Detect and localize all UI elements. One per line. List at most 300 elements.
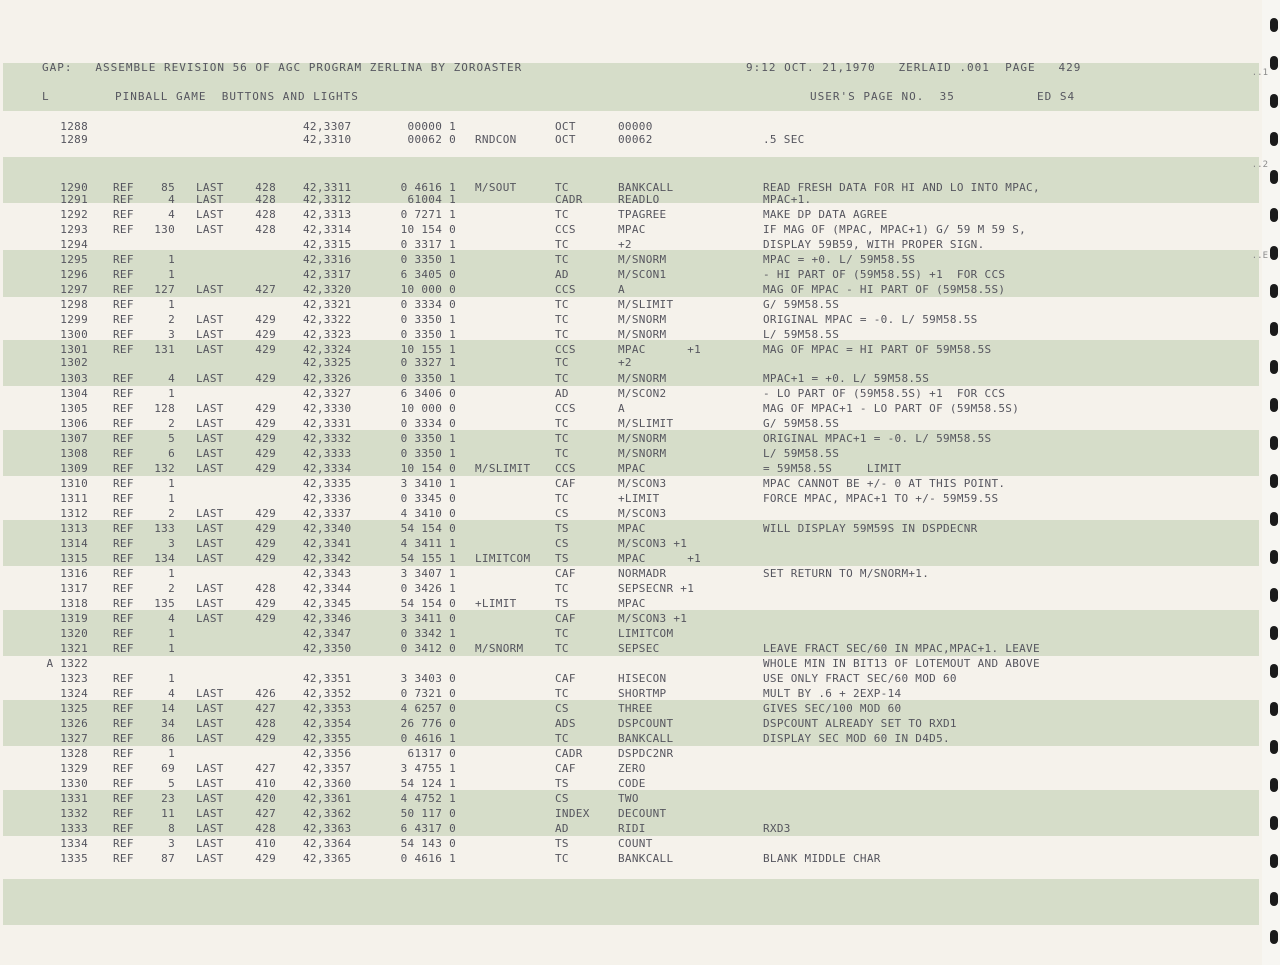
line-number: 1331	[60, 792, 88, 805]
ref-count: 1	[168, 567, 175, 580]
header-section-title: PINBALL GAME BUTTONS AND LIGHTS	[115, 90, 359, 103]
operand: M/SCON2	[618, 387, 667, 400]
last-page: 428	[255, 193, 276, 206]
opcode: TC	[555, 417, 569, 430]
line-number: 1317	[60, 582, 88, 595]
opcode: AD	[555, 822, 569, 835]
octal-word: 54 154 0	[400, 597, 456, 610]
ref-count: 128	[154, 402, 175, 415]
ref-count: 133	[154, 522, 175, 535]
last-page: 427	[255, 807, 276, 820]
ref-label: REF	[113, 462, 134, 475]
operand: SHORTMP	[618, 687, 667, 700]
listing-row	[0, 372, 1260, 386]
address: 42,3363	[303, 822, 352, 835]
line-number: 1302	[60, 356, 88, 369]
listing-row	[0, 268, 1260, 282]
ref-count: 86	[161, 732, 175, 745]
operand: BANKCALL	[618, 852, 674, 865]
opcode: CCS	[555, 283, 576, 296]
listing-row	[0, 732, 1260, 746]
feed-hole	[1270, 816, 1278, 830]
last-page: 427	[255, 702, 276, 715]
ref-count: 8	[168, 822, 175, 835]
operand: RIDI	[618, 822, 646, 835]
feed-hole	[1270, 512, 1278, 526]
octal-word: 0 3327 1	[400, 356, 456, 369]
last-label: LAST	[196, 181, 224, 194]
last-label: LAST	[196, 208, 224, 221]
octal-word: 54 155 1	[400, 552, 456, 565]
listing-row	[0, 356, 1260, 370]
margin-mark: ..1	[1251, 68, 1268, 78]
ref-label: REF	[113, 672, 134, 685]
margin-mark: ..2	[1251, 160, 1268, 170]
comment: MPAC = +0. L/ 59M58.5S	[763, 253, 916, 266]
line-number: 1301	[60, 343, 88, 356]
ref-label: REF	[113, 208, 134, 221]
ref-count: 1	[168, 477, 175, 490]
operand: NORMADR	[618, 567, 667, 580]
comment: L/ 59M58.5S	[763, 447, 840, 460]
ref-count: 4	[168, 372, 175, 385]
last-label: LAST	[196, 328, 224, 341]
octal-word: 0 3350 1	[400, 432, 456, 445]
last-page: 429	[255, 432, 276, 445]
comment: L/ 59M58.5S	[763, 328, 840, 341]
last-label: LAST	[196, 507, 224, 520]
header-edition: ED S4	[1037, 90, 1076, 103]
feed-hole	[1270, 284, 1278, 298]
octal-word: 0 3426 1	[400, 582, 456, 595]
listing-row	[0, 193, 1260, 207]
listing-row	[0, 702, 1260, 716]
operand: M/SNORM	[618, 313, 667, 326]
line-number: 1311	[60, 492, 88, 505]
feed-hole	[1270, 892, 1278, 906]
opcode: TS	[555, 777, 569, 790]
line-number: 1333	[60, 822, 88, 835]
ref-count: 1	[168, 627, 175, 640]
last-page: 429	[255, 328, 276, 341]
ref-label: REF	[113, 822, 134, 835]
ref-count: 131	[154, 343, 175, 356]
address: 42,3355	[303, 732, 352, 745]
listing-row	[0, 792, 1260, 806]
last-label: LAST	[196, 537, 224, 550]
ref-label: REF	[113, 402, 134, 415]
address: 42,3334	[303, 462, 352, 475]
line-number: 1297	[60, 283, 88, 296]
last-page: 427	[255, 283, 276, 296]
line-number: 1334	[60, 837, 88, 850]
opcode: CCS	[555, 402, 576, 415]
ref-count: 2	[168, 582, 175, 595]
ref-label: REF	[113, 343, 134, 356]
last-page: 429	[255, 417, 276, 430]
last-page: 410	[255, 777, 276, 790]
last-page: 429	[255, 852, 276, 865]
operand: M/SCON3 +1	[618, 537, 688, 550]
last-label: LAST	[196, 732, 224, 745]
operand: THREE	[618, 702, 653, 715]
opcode: TC	[555, 582, 569, 595]
octal-word: 54 124 1	[400, 777, 456, 790]
feed-hole	[1270, 930, 1278, 944]
address: 42,3316	[303, 253, 352, 266]
opcode: OCT	[555, 120, 576, 133]
octal-word: 3 3403 0	[400, 672, 456, 685]
line-number: 1321	[60, 642, 88, 655]
listing-row	[0, 387, 1260, 401]
line-number: 1313	[60, 522, 88, 535]
operand: M/SLIMIT	[618, 298, 674, 311]
address: 42,3320	[303, 283, 352, 296]
octal-word: 4 3411 1	[400, 537, 456, 550]
line-number: 1291	[60, 193, 88, 206]
comment: - LO PART OF (59M58.5S) +1 FOR CCS	[763, 387, 1006, 400]
last-label: LAST	[196, 762, 224, 775]
address: 42,3350	[303, 642, 352, 655]
ref-label: REF	[113, 642, 134, 655]
last-page: 427	[255, 762, 276, 775]
line-number: 1325	[60, 702, 88, 715]
line-number: 1323	[60, 672, 88, 685]
operand: DSPCOUNT	[618, 717, 674, 730]
last-label: LAST	[196, 193, 224, 206]
operand: M/SNORM	[618, 253, 667, 266]
line-number: 1318	[60, 597, 88, 610]
feed-hole	[1270, 740, 1278, 754]
listing-row	[0, 507, 1260, 521]
listing-row	[0, 612, 1260, 626]
address: 42,3346	[303, 612, 352, 625]
listing-row	[0, 552, 1260, 566]
listing-row	[0, 328, 1260, 342]
operand: MPAC +1	[618, 552, 702, 565]
address: 42,3324	[303, 343, 352, 356]
ref-count: 132	[154, 462, 175, 475]
operand: MPAC	[618, 522, 646, 535]
opcode: TC	[555, 852, 569, 865]
comment: MAG OF MPAC = HI PART OF 59M58.5S	[763, 343, 992, 356]
ref-count: 1	[168, 492, 175, 505]
opcode: TC	[555, 732, 569, 745]
line-number: 1310	[60, 477, 88, 490]
ref-label: REF	[113, 597, 134, 610]
ref-label: REF	[113, 582, 134, 595]
ref-label: REF	[113, 283, 134, 296]
comment: MAG OF MPAC+1 - LO PART OF (59M58.5S)	[763, 402, 1020, 415]
opcode: TS	[555, 597, 569, 610]
last-label: LAST	[196, 807, 224, 820]
line-number: 1314	[60, 537, 88, 550]
last-label: LAST	[196, 462, 224, 475]
ref-count: 6	[168, 447, 175, 460]
octal-word: 3 3407 1	[400, 567, 456, 580]
last-page: 429	[255, 522, 276, 535]
ref-label: REF	[113, 372, 134, 385]
opcode: CADR	[555, 747, 583, 760]
octal-word: 3 3411 0	[400, 612, 456, 625]
line-number: 1306	[60, 417, 88, 430]
octal-word: 4 4752 1	[400, 792, 456, 805]
last-page: 428	[255, 181, 276, 194]
octal-word: 3 4755 1	[400, 762, 456, 775]
ref-label: REF	[113, 181, 134, 194]
ref-label: REF	[113, 432, 134, 445]
last-page: 429	[255, 402, 276, 415]
comment: ORIGINAL MPAC+1 = -0. L/ 59M58.5S	[763, 432, 992, 445]
ref-label: REF	[113, 777, 134, 790]
octal-word: 50 117 0	[400, 807, 456, 820]
listing-row	[0, 687, 1260, 701]
last-page: 429	[255, 462, 276, 475]
ref-label: REF	[113, 268, 134, 281]
address: 42,3340	[303, 522, 352, 535]
ref-label: REF	[113, 852, 134, 865]
octal-word: 0 4616 1	[400, 732, 456, 745]
opcode: TC	[555, 298, 569, 311]
ref-label: REF	[113, 687, 134, 700]
listing-row	[0, 477, 1260, 491]
last-label: LAST	[196, 612, 224, 625]
listing-row	[0, 537, 1260, 551]
opcode: TC	[555, 627, 569, 640]
symbol-label: RNDCON	[475, 133, 517, 146]
last-page: 420	[255, 792, 276, 805]
listing-row	[0, 807, 1260, 821]
last-label: LAST	[196, 223, 224, 236]
opcode: TC	[555, 447, 569, 460]
listing-row	[0, 417, 1260, 431]
address: 42,3362	[303, 807, 352, 820]
address: 42,3331	[303, 417, 352, 430]
last-label: LAST	[196, 522, 224, 535]
octal-word: 10 155 1	[400, 343, 456, 356]
feed-hole	[1270, 322, 1278, 336]
address: 42,3337	[303, 507, 352, 520]
last-page: 429	[255, 507, 276, 520]
address: 42,3351	[303, 672, 352, 685]
listing-row	[0, 462, 1260, 476]
listing-row	[0, 597, 1260, 611]
feed-hole	[1270, 360, 1278, 374]
operand: ZERO	[618, 762, 646, 775]
octal-word: 61004 1	[407, 193, 456, 206]
listing-row	[0, 208, 1260, 222]
opcode: AD	[555, 387, 569, 400]
address: 42,3327	[303, 387, 352, 400]
comment: FORCE MPAC, MPAC+1 TO +/- 59M59.5S	[763, 492, 999, 505]
octal-word: 10 000 0	[400, 283, 456, 296]
last-label: LAST	[196, 837, 224, 850]
ref-label: REF	[113, 627, 134, 640]
line-number: 1335	[60, 852, 88, 865]
line-number: 1289	[60, 133, 88, 146]
opcode: TC	[555, 372, 569, 385]
last-label: LAST	[196, 792, 224, 805]
ref-count: 5	[168, 777, 175, 790]
last-page: 428	[255, 208, 276, 221]
address: 42,3326	[303, 372, 352, 385]
address: 42,3312	[303, 193, 352, 206]
octal-word: 4 6257 0	[400, 702, 456, 715]
feed-hole	[1270, 56, 1278, 70]
octal-word: 6 3406 0	[400, 387, 456, 400]
ref-count: 14	[161, 702, 175, 715]
comment: BLANK MIDDLE CHAR	[763, 852, 881, 865]
last-page: 429	[255, 537, 276, 550]
address: 42,3313	[303, 208, 352, 221]
last-label: LAST	[196, 372, 224, 385]
operand: DSPDC2NR	[618, 747, 674, 760]
listing-row	[0, 777, 1260, 791]
address: 42,3353	[303, 702, 352, 715]
ref-count: 34	[161, 717, 175, 730]
opcode: TC	[555, 492, 569, 505]
listing-row	[0, 717, 1260, 731]
header-user-page: USER'S PAGE NO. 35	[810, 90, 955, 103]
last-label: LAST	[196, 313, 224, 326]
line-number: 1316	[60, 567, 88, 580]
last-label: LAST	[196, 702, 224, 715]
line-number: 1298	[60, 298, 88, 311]
listing-row	[0, 120, 1260, 134]
octal-word: 0 3342 1	[400, 627, 456, 640]
symbol-label: LIMITCOM	[475, 552, 531, 565]
address: 42,3332	[303, 432, 352, 445]
opcode: TC	[555, 181, 569, 194]
line-number: 1308	[60, 447, 88, 460]
last-page: 429	[255, 372, 276, 385]
address: 42,3354	[303, 717, 352, 730]
last-page: 429	[255, 313, 276, 326]
address: 42,3341	[303, 537, 352, 550]
line-number: A 1322	[46, 657, 88, 670]
octal-word: 0 7321 0	[400, 687, 456, 700]
ref-count: 134	[154, 552, 175, 565]
operand: A	[618, 402, 625, 415]
octal-word: 00062 0	[407, 133, 456, 146]
ref-count: 1	[168, 387, 175, 400]
address: 42,3310	[303, 133, 352, 146]
opcode: INDEX	[555, 807, 590, 820]
operand: MPAC	[618, 223, 646, 236]
listing-row	[0, 343, 1260, 357]
listing-row	[0, 822, 1260, 836]
opcode: OCT	[555, 133, 576, 146]
operand: M/SLIMIT	[618, 417, 674, 430]
opcode: CCS	[555, 462, 576, 475]
address: 42,3322	[303, 313, 352, 326]
operand: +2	[618, 356, 632, 369]
last-page: 429	[255, 597, 276, 610]
ref-label: REF	[113, 492, 134, 505]
feed-hole	[1270, 132, 1278, 146]
opcode: TC	[555, 687, 569, 700]
ref-count: 4	[168, 208, 175, 221]
line-number: 1328	[60, 747, 88, 760]
address: 42,3307	[303, 120, 352, 133]
opcode: TC	[555, 642, 569, 655]
operand: M/SCON3	[618, 477, 667, 490]
comment: RXD3	[763, 822, 791, 835]
line-number: 1315	[60, 552, 88, 565]
last-label: LAST	[196, 852, 224, 865]
octal-word: 10 000 0	[400, 402, 456, 415]
line-number: 1330	[60, 777, 88, 790]
operand: SEPSEC	[618, 642, 660, 655]
operand: MPAC +1	[618, 343, 702, 356]
listing-row	[0, 402, 1260, 416]
line-number: 1320	[60, 627, 88, 640]
listing-row	[0, 747, 1260, 761]
listing-row	[0, 837, 1260, 851]
opcode: ADS	[555, 717, 576, 730]
line-number: 1309	[60, 462, 88, 475]
comment: GIVES SEC/100 MOD 60	[763, 702, 902, 715]
last-page: 428	[255, 582, 276, 595]
octal-word: 10 154 0	[400, 462, 456, 475]
feed-hole	[1270, 170, 1278, 184]
comment: ORIGINAL MPAC = -0. L/ 59M58.5S	[763, 313, 978, 326]
feed-hole	[1270, 702, 1278, 716]
ref-label: REF	[113, 447, 134, 460]
line-number: 1312	[60, 507, 88, 520]
ref-count: 69	[161, 762, 175, 775]
octal-word: 0 4616 1	[400, 181, 456, 194]
ref-count: 3	[168, 328, 175, 341]
ref-label: REF	[113, 762, 134, 775]
header-date-page: 9:12 OCT. 21,1970 ZERLAID .001 PAGE 429	[746, 61, 1082, 74]
feed-hole	[1270, 94, 1278, 108]
feed-hole	[1270, 664, 1278, 678]
listing-row	[0, 133, 1260, 147]
operand: +2	[618, 238, 632, 251]
octal-word: 54 143 0	[400, 837, 456, 850]
address: 42,3347	[303, 627, 352, 640]
opcode: CS	[555, 537, 569, 550]
operand: M/SNORM	[618, 447, 667, 460]
address: 42,3352	[303, 687, 352, 700]
feed-hole	[1270, 398, 1278, 412]
opcode: TS	[555, 552, 569, 565]
feed-hole	[1270, 854, 1278, 868]
operand: HISECON	[618, 672, 667, 685]
opcode: TC	[555, 238, 569, 251]
last-page: 428	[255, 717, 276, 730]
ref-count: 4	[168, 612, 175, 625]
ref-count: 130	[154, 223, 175, 236]
ref-count: 2	[168, 507, 175, 520]
octal-word: 0 3412 0	[400, 642, 456, 655]
ref-count: 1	[168, 253, 175, 266]
symbol-label: M/SOUT	[475, 181, 517, 194]
listing-row	[0, 567, 1260, 581]
operand: DECOUNT	[618, 807, 667, 820]
ref-label: REF	[113, 807, 134, 820]
ref-count: 1	[168, 268, 175, 281]
ref-count: 23	[161, 792, 175, 805]
address: 42,3314	[303, 223, 352, 236]
last-page: 429	[255, 552, 276, 565]
line-number: 1300	[60, 328, 88, 341]
ref-label: REF	[113, 567, 134, 580]
address: 42,3311	[303, 181, 352, 194]
ref-count: 1	[168, 642, 175, 655]
header-l-marker: L	[42, 90, 50, 103]
